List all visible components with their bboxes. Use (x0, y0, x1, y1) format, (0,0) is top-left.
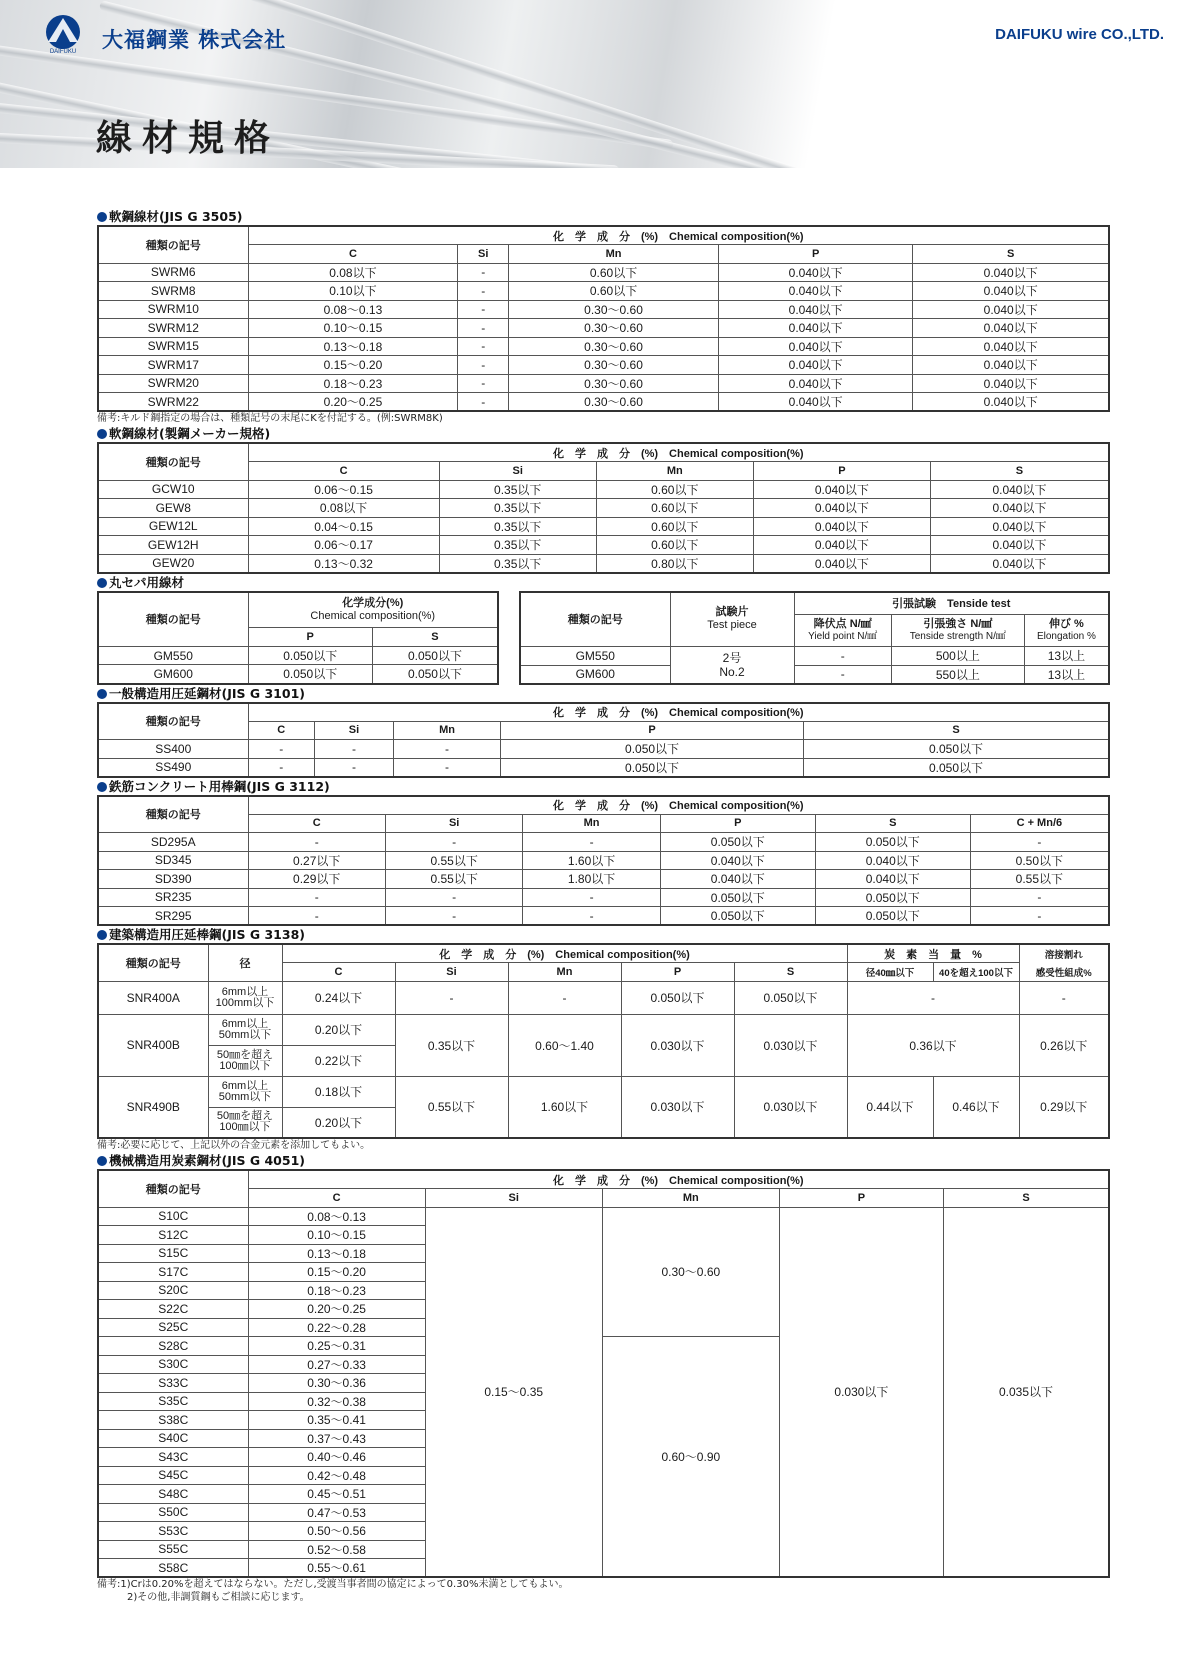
table-row: SNR400B 6mm以上 50mm以下 0.20以下 0.35以下 0.60～1.40 0.030以下 0.030以下 0.36以下 0.26以下 (98, 1014, 1109, 1045)
table-row: S28C 0.25～0.31 0.60～0.90 (98, 1337, 1109, 1356)
bullet-icon (97, 930, 107, 940)
bullet-icon (97, 689, 107, 699)
table-row: S17C 0.15～0.20 (98, 1263, 1109, 1282)
table-row: SS400 - - - 0.050以下 0.050以下 (98, 740, 1109, 759)
section-title: 軟鋼線材(製鋼メーカー規格) (97, 425, 1110, 442)
table-row: SWRM8 0.10以下 - 0.60以下 0.040以下 0.040以下 (98, 282, 1109, 301)
section-title: 建築構造用圧延棒鋼(JIS G 3138) (97, 926, 1110, 943)
table-row: SNR400A 6mm以上 100mm以下 0.24以下 - - 0.050以下 0.050以下 - - (98, 981, 1109, 1014)
bullet-icon (97, 429, 107, 439)
logo-text: DAIFUKU (49, 49, 77, 54)
table-row: GEW12L 0.04～0.15 0.35以下 0.60以下 0.040以下 0.040以下 (98, 517, 1109, 536)
table-row: SNR490B 6mm以上 50mm以下 0.18以下 0.55以下 1.60以下 0.030以下 0.030以下 0.44以下 0.46以下 0.29以下 (98, 1076, 1109, 1107)
table-row: S22C 0.20～0.25 (98, 1300, 1109, 1319)
table-row: SWRM6 0.08以下 - 0.60以下 0.040以下 0.040以下 (98, 263, 1109, 282)
bullet-icon (97, 578, 107, 588)
company-logo (36, 12, 90, 54)
table-jis-g3101: 種類の記号 化 学 成 分 (%) Chemical composition(%) C Si Mn P S SS400 - - - 0.050以下 0.050以下 SS490 - - - 0.050以下 0.050以下 (97, 702, 1110, 778)
table-row: S20C 0.18～0.23 (98, 1281, 1109, 1300)
table-jis-g4051: 種類の記号 化 学 成 分 (%) Chemical composition(%) C Si Mn P S S10C 0.08～0.13 0.15～0.35 0.30～0.60 0.030以下 0.035以下 S12C 0.10～0.15 S15C 0.13～0.18 S17C 0.15～0.20 S20C 0.18～0.23 S22C 0.20～0.25 S25C 0.22～0.28 S28C 0.25～0.31 0.60～0.90 S30C 0.27～0.33 S33C 0.30～0.36 S35C 0.32～0.38 S38C 0.35～0.41 S40C 0.37～0.43 S43C 0.40～0.46 S45C 0.42～0.48 S48C 0.45～0.51 S50C 0.47～0.53 S53C 0.50～0.56 S55C 0.52～0.58 S58C 0.55～0.61 (97, 1169, 1110, 1578)
table-row: SWRM12 0.10～0.15 - 0.30～0.60 0.040以下 0.040以下 (98, 319, 1109, 338)
section-title: 鉄筋コンクリート用棒鋼(JIS G 3112) (97, 778, 1110, 795)
table-jis-g3112: 種類の記号 化 学 成 分 (%) Chemical composition(%) C Si Mn P S C + Mn/6 SD295A - - - 0.050以下 0.050以下 - SD345 0.27以下 0.55以下 1.60以下 0.040以下 0.040以下 0.50以下 SD390 0.29以下 0.55以下 1.80以下 0.040以下 0.040以下 0.55以下 SR235 - - - 0.050以下 0.050以下 - SR295 - - - 0.050以下 0.050以下 - (97, 795, 1110, 927)
table-row: SWRM17 0.15～0.20 - 0.30～0.60 0.040以下 0.040以下 (98, 356, 1109, 375)
table-row: GEW8 0.08以下 0.35以下 0.60以下 0.040以下 0.040以下 (98, 499, 1109, 518)
table-maker-standard: 種類の記号 化 学 成 分 (%) Chemical composition(%) C Si Mn P S GCW10 0.06～0.15 0.35以下 0.60以下 0.040以下 0.040以下 GEW8 0.08以下 0.35以下 0.60以下 0.040以下 0.040以下 GEW12L 0.04～0.15 0.35以下 0.60以下 0.040以下 0.040以下 GEW12H 0.06～0.17 0.35以下 0.60以下 0.040以下 0.040以下 GEW20 0.13～0.32 0.35以下 0.80以下 0.040以下 0.040以下 (97, 442, 1110, 574)
table-row: S10C 0.08～0.13 0.15～0.35 0.30～0.60 0.030以下 0.035以下 (98, 1207, 1109, 1226)
table-row: S12C 0.10～0.15 (98, 1226, 1109, 1245)
page-title: 線材規格 (96, 117, 281, 159)
table-row: SWRM10 0.08～0.13 - 0.30～0.60 0.040以下 0.040以下 (98, 300, 1109, 319)
table-note: 2)その他,非調質鋼もご相談に応じます。 (127, 1592, 310, 1603)
table-row: GCW10 0.06～0.15 0.35以下 0.60以下 0.040以下 0.040以下 (98, 480, 1109, 499)
table-row: SWRM15 0.13～0.18 - 0.30～0.60 0.040以下 0.040以下 (98, 337, 1109, 356)
table-row: SD390 0.29以下 0.55以下 1.80以下 0.040以下 0.040以下 0.55以下 (98, 870, 1109, 889)
table-marusepa-chem: 種類の記号 化学成分(%) Chemical composition(%) P S GM550 0.050以下 0.050以下 GM600 0.050以下 0.050以下 (97, 591, 499, 685)
chem-header: 化 学 成 分 (%) Chemical composition(%) (248, 226, 1109, 245)
section-title: 機械構造用炭素鋼材(JIS G 4051) (97, 1152, 1110, 1169)
bullet-icon (97, 782, 107, 792)
bullet-icon (97, 1156, 107, 1166)
table-row: SS490 - - - 0.050以下 0.050以下 (98, 758, 1109, 777)
table-row: SR295 - - - 0.050以下 0.050以下 - (98, 907, 1109, 926)
table-row: GEW12H 0.06～0.17 0.35以下 0.60以下 0.040以下 0.040以下 (98, 536, 1109, 555)
table-row: GM600 0.050以下 0.050以下 (98, 665, 498, 684)
table-row: S53C 0.50～0.56 (98, 1522, 1109, 1541)
table-row: 50㎜を超え 100㎜以下 0.22以下 (98, 1045, 1109, 1076)
table-row: S15C 0.13～0.18 (98, 1244, 1109, 1263)
table-row: SD345 0.27以下 0.55以下 1.60以下 0.040以下 0.040以下 0.50以下 (98, 851, 1109, 870)
table-jis-g3505: 種類の記号 化 学 成 分 (%) Chemical composition(%) C Si Mn P S SWRM6 0.08以下 - 0.60以下 0.040以下 0.040以下 SWRM8 0.10以下 - 0.60以下 0.040以下 0.040以下 SWRM10 0.08～0.13 - 0.30～0.60 0.040以下 0.040以下 SWRM12 0.10～0.15 - 0.30～0.60 0.040以下 0.040以下 SWRM15 0.13～0.18 - 0.30～0.60 0.040以下 0.040以下 SWRM17 0.15～0.20 - 0.30～0.60 0.040以下 0.040以下 SWRM20 0.18～0.23 - 0.30～0.60 0.040以下 0.040以下 SWRM22 0.20～0.25 - 0.30～0.60 0.040以下 0.040以下 (97, 225, 1110, 412)
table-row: S35C 0.32～0.38 (98, 1392, 1109, 1411)
section-title: 丸セパ用線材 (97, 574, 1110, 591)
page-header (0, 0, 1200, 168)
table-jis-g3138: 種類の記号 径 化 学 成 分 (%) Chemical composition(%) 炭 素 当 量 % 溶接割れ C Si Mn P S 径40㎜以下 40を超え100以下 感受性組成% SNR400A 6mm以上 100mm以下 0.24以下 - - 0.050以下 0.050以下 - - SNR400B 6mm以上 50mm以下 0.20以下 0.35以下 0.60～1.40 0.030以下 0.030以下 0.36以下 0.26以下 50㎜を超え 100㎜以下 0.22以下 SNR490B 6mm以上 50mm以下 0.18以下 0.55以下 1.60以下 0.030以下 0.030以下 0.44以下 0.46以下 0.29以下 50㎜を超え 100㎜以下 0.20以下 (97, 943, 1110, 1139)
table-row: S33C 0.30～0.36 (98, 1374, 1109, 1393)
table-marusepa-tensile: 種類の記号 試験片 Test piece 引張試験 Tenside test 降伏点 N/㎟ Yield point N/㎟ 引張強さ N/㎟ Tenside strength N/㎟ 伸び % Elongation % GM550 2号 No.2 - 500以上 13以上 GM600 - 550以上 13以上 (519, 591, 1110, 685)
table-row: S58C 0.55～0.61 (98, 1559, 1109, 1578)
table-row: 50㎜を超え 100㎜以下 0.20以下 (98, 1107, 1109, 1138)
table-row: GM550 2号 No.2 - 500以上 13以上 (520, 647, 1109, 666)
table-row: SD295A - - - 0.050以下 0.050以下 - (98, 833, 1109, 852)
table-row: SR235 - - - 0.050以下 0.050以下 - (98, 888, 1109, 907)
table-row: S30C 0.27～0.33 (98, 1355, 1109, 1374)
table-row: S48C 0.45～0.51 (98, 1485, 1109, 1504)
company-name-jp: 大福鋼業 株式会社 (102, 28, 287, 52)
bullet-icon (97, 212, 107, 222)
spec-content (97, 208, 1110, 1604)
symbol-header: 種類の記号 (98, 226, 248, 263)
table-note: 備考:キルド鋼指定の場合は、種類記号の末尾にKを付記する。(例:SWRM8K) (97, 413, 443, 424)
table-row: GEW20 0.13～0.32 0.35以下 0.80以下 0.040以下 0.040以下 (98, 554, 1109, 573)
table-row: GM550 0.050以下 0.050以下 (98, 646, 498, 665)
table-row: S38C 0.35～0.41 (98, 1411, 1109, 1430)
table-row: S50C 0.47～0.53 (98, 1503, 1109, 1522)
section-title: 軟鋼線材(JIS G 3505) (97, 208, 1110, 225)
table-row: SWRM20 0.18～0.23 - 0.30～0.60 0.040以下 0.040以下 (98, 374, 1109, 393)
table-row: S25C 0.22～0.28 (98, 1318, 1109, 1337)
table-row: S43C 0.40～0.46 (98, 1448, 1109, 1467)
table-row: S40C 0.37～0.43 (98, 1429, 1109, 1448)
company-name-en: DAIFUKU wire CO.,LTD. (995, 26, 1164, 43)
table-row: SWRM22 0.20～0.25 - 0.30～0.60 0.040以下 0.040以下 (98, 393, 1109, 412)
table-row: GM600 - 550以上 13以上 (520, 665, 1109, 684)
section-title: 一般構造用圧延鋼材(JIS G 3101) (97, 685, 1110, 702)
table-note: 備考:1)Crは0.20%を超えてはならない。ただし,受渡当事者間の協定によって0.30%未満としてもよい。 (97, 1579, 569, 1590)
table-row: S45C 0.42～0.48 (98, 1466, 1109, 1485)
table-note: 備考:必要に応じて、上記以外の合金元素を添加してもよい。 (97, 1140, 371, 1151)
table-row: S55C 0.52～0.58 (98, 1540, 1109, 1559)
marusepa-tables (97, 591, 1110, 685)
